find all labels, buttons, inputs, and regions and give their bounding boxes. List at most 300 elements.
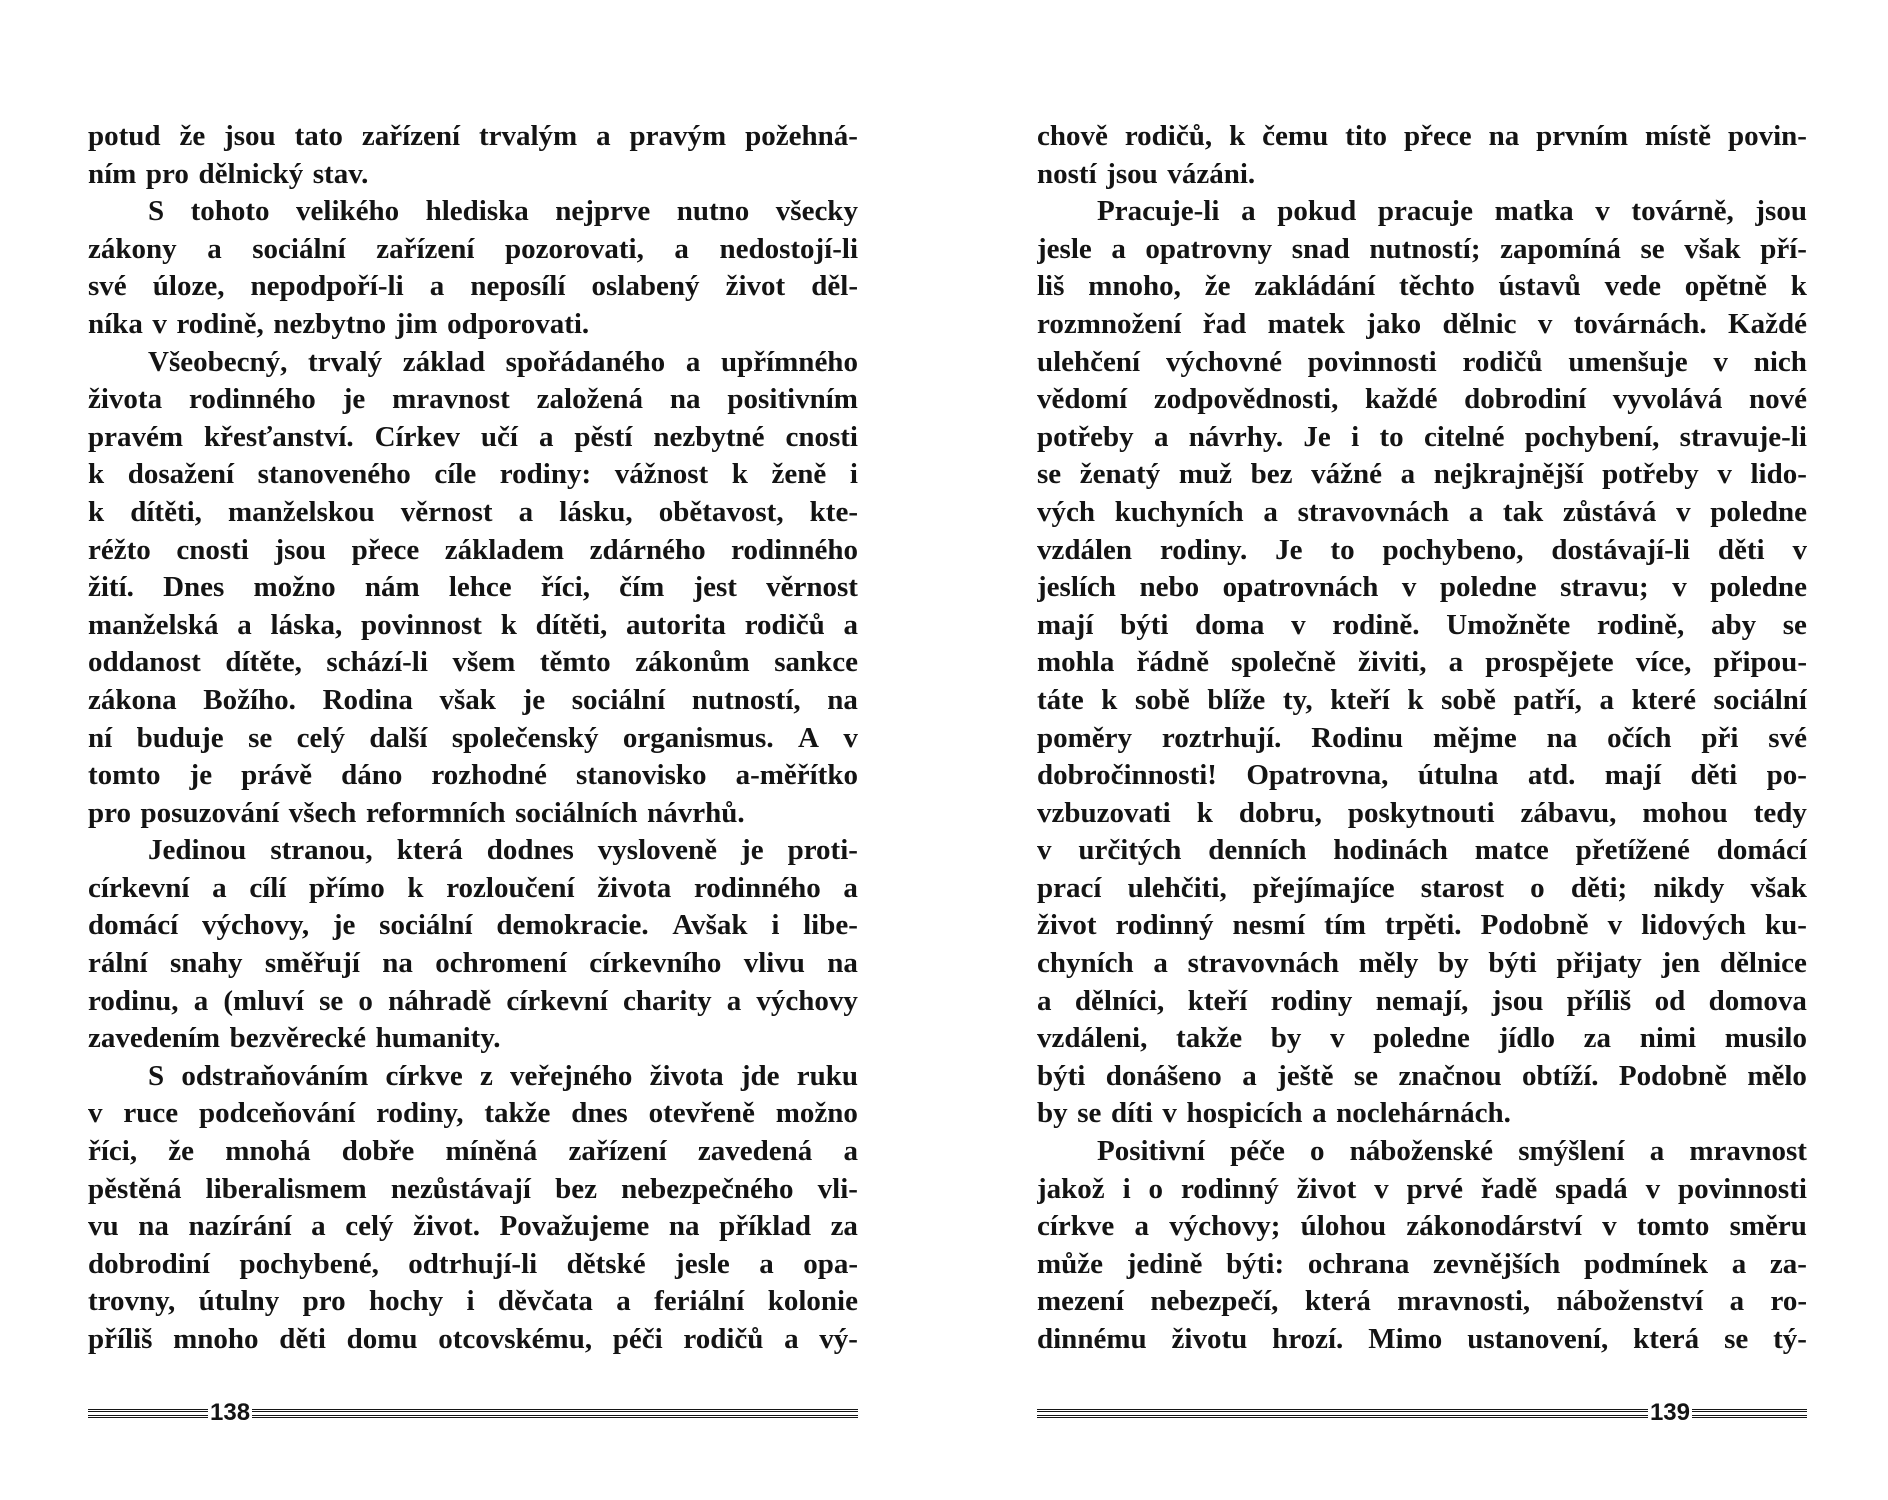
text-line: [1037, 381, 1807, 419]
word: továrnách.: [1573, 307, 1707, 340]
word: na: [1488, 120, 1520, 152]
word: zodpovědnosti,: [1153, 383, 1339, 416]
word: tohoto: [190, 195, 270, 228]
word: nazírání: [188, 1210, 292, 1243]
word: donášeno: [1105, 1059, 1222, 1092]
word: více,: [1635, 646, 1692, 679]
word: pracuje: [1377, 195, 1473, 228]
word: a: [1731, 1247, 1747, 1280]
word: život.: [413, 1210, 480, 1243]
word: poledne: [1373, 1022, 1470, 1055]
word: mají: [1604, 759, 1662, 792]
word: pochybení,: [1524, 420, 1660, 453]
word: by: [1270, 1022, 1302, 1055]
word: kteří: [1330, 683, 1390, 716]
word: atd.: [1527, 759, 1576, 792]
word: přece: [351, 533, 420, 566]
word: cíle: [434, 458, 477, 491]
text-line: [88, 1133, 858, 1171]
word: zapomíná: [1500, 232, 1621, 265]
word: a: [1448, 646, 1464, 679]
word: o: [1310, 1135, 1325, 1168]
word: na: [138, 1210, 169, 1243]
text-line: [1037, 907, 1807, 945]
word: jedině: [1126, 1247, 1203, 1280]
word: sobě: [1441, 683, 1496, 716]
word: takže: [1176, 1022, 1243, 1055]
text-line: [1037, 945, 1807, 983]
word: a: [674, 232, 689, 265]
text-line: [1037, 156, 1807, 194]
word: dělnický: [198, 157, 304, 190]
word: býti: [1037, 1059, 1086, 1092]
word: cílí: [249, 871, 287, 904]
text-line: [1037, 1095, 1807, 1133]
word: své: [88, 270, 127, 303]
word: roztrhují.: [1161, 721, 1282, 754]
word: jeslích: [1037, 571, 1116, 604]
word: věrnost: [766, 571, 858, 604]
word: stravu;: [1560, 571, 1649, 604]
word: demokracie.: [496, 909, 649, 942]
word: a: [1599, 683, 1614, 716]
word: čemu: [1262, 120, 1329, 152]
word: Je: [1275, 533, 1303, 566]
word: v: [843, 721, 858, 754]
word: a: [1037, 984, 1052, 1017]
word: k: [1229, 120, 1246, 152]
word: zákonům: [635, 646, 750, 679]
word: na: [1546, 721, 1578, 754]
word: doma: [1195, 608, 1265, 641]
word: manželská: [88, 608, 219, 641]
text-line: [88, 644, 858, 682]
text-line: [1037, 870, 1807, 908]
word: jde: [740, 1059, 780, 1092]
word: prvé: [1406, 1172, 1463, 1205]
word: cnosti: [785, 420, 858, 453]
word: továrně,: [1631, 195, 1734, 228]
word: nezbytné: [653, 420, 765, 453]
word: mravnost: [1689, 1135, 1807, 1168]
word: říci,: [540, 571, 590, 604]
word: děti;: [1570, 871, 1628, 904]
word: ro-: [1770, 1285, 1807, 1318]
word: církevní: [506, 984, 608, 1017]
word: mějme: [1432, 721, 1517, 754]
word: trvalým: [478, 120, 578, 152]
word: zavedená: [697, 1135, 813, 1168]
word: dostávají-li: [1551, 533, 1690, 566]
word: a: [596, 120, 611, 152]
word: křesťanství.: [203, 420, 354, 453]
word: jako: [1366, 307, 1422, 340]
text-line: [1037, 494, 1807, 532]
word: matce: [1474, 834, 1549, 867]
word: vysloveně: [597, 834, 718, 867]
word: oddanost: [88, 646, 201, 679]
word: dosažení: [127, 458, 235, 491]
word: i: [849, 458, 858, 491]
word: ruce: [123, 1097, 179, 1130]
word: je: [332, 909, 356, 942]
word: a: [1729, 1285, 1745, 1318]
text-line: [1037, 344, 1807, 382]
word: života: [597, 871, 672, 904]
word: rodině,: [176, 307, 264, 340]
word: měly: [1358, 947, 1419, 980]
word: tato: [294, 120, 343, 152]
word: v: [1717, 458, 1732, 491]
text-line: [1037, 644, 1807, 682]
word: nemají,: [1375, 984, 1469, 1017]
word: domu: [346, 1323, 418, 1355]
page-number: 139: [1649, 1399, 1690, 1426]
word: a: [843, 1135, 858, 1168]
word: k: [1790, 270, 1807, 303]
word: vzdáleni,: [1037, 1022, 1148, 1055]
word: zakládání: [1254, 270, 1376, 303]
word: ulehčiti,: [1127, 871, 1227, 904]
word: jsou: [274, 533, 327, 566]
word: jim: [395, 307, 438, 340]
word: v: [1676, 495, 1691, 528]
word: možno: [253, 571, 336, 604]
text-line: [88, 231, 858, 269]
word: liberalismem: [205, 1172, 367, 1205]
text-line: [88, 268, 858, 306]
word: níka: [88, 307, 143, 340]
word: učí: [480, 420, 518, 453]
word: ním: [88, 157, 137, 190]
word: býti: [1488, 947, 1537, 980]
word: života: [649, 1059, 724, 1092]
word: reformních: [365, 796, 506, 829]
word: tím: [1324, 909, 1366, 942]
word: by: [1438, 947, 1469, 980]
text-line: [1037, 532, 1807, 570]
word: kuchyních: [1114, 495, 1244, 528]
word: stav.: [312, 157, 369, 190]
word: v: [1672, 571, 1687, 604]
word: pro: [88, 796, 131, 829]
text-line: [88, 1246, 858, 1284]
word: dítěte,: [225, 646, 302, 679]
word: Mimo: [1368, 1323, 1443, 1355]
word: Považujeme: [499, 1210, 650, 1243]
word: tomto: [1636, 1210, 1710, 1243]
word: v: [1330, 1022, 1345, 1055]
text-line: [88, 720, 858, 758]
word: stanovisko: [575, 759, 707, 792]
word: o: [358, 984, 373, 1017]
word: opa-: [803, 1247, 858, 1280]
word: příliš: [88, 1323, 153, 1355]
word: je: [189, 759, 213, 792]
word: Podobně: [1480, 909, 1589, 942]
word: děvčata: [497, 1285, 593, 1318]
word: k: [1407, 683, 1424, 716]
word: rodičů: [744, 608, 825, 641]
word: jesle: [675, 1247, 730, 1280]
word: bez: [555, 1172, 597, 1205]
word: sociální: [379, 909, 473, 942]
word: velikého: [296, 195, 400, 228]
word: potřeby: [1602, 458, 1699, 491]
word: Umožněte: [1446, 608, 1571, 641]
word: však: [439, 683, 496, 716]
word: jsou: [224, 120, 276, 152]
word: v: [88, 1097, 103, 1130]
word: vážnost: [614, 458, 709, 491]
word: zavedením: [88, 1022, 221, 1055]
word: zákonodárství: [1406, 1210, 1582, 1243]
word: stranou,: [270, 834, 373, 867]
word: i: [771, 909, 780, 942]
word: pří-: [1760, 232, 1807, 265]
word: jsou: [1106, 157, 1158, 190]
word: sociální: [571, 683, 666, 716]
word: ustanovení,: [1467, 1323, 1609, 1355]
text-line: [1037, 306, 1807, 344]
word: lásku,: [559, 495, 633, 528]
text-line: [1037, 682, 1807, 720]
word: pěstí: [574, 420, 633, 453]
word: přece: [1403, 120, 1472, 152]
word: a: [1111, 232, 1126, 265]
word: takže: [484, 1097, 551, 1130]
word: tý-: [1773, 1323, 1807, 1355]
word: řadě: [1480, 1172, 1538, 1205]
word: Božího.: [203, 683, 296, 716]
word: sobě: [1134, 683, 1190, 716]
footer-rule-left: [88, 1409, 208, 1418]
word: poskytnouti: [1347, 796, 1495, 829]
page-right-footer: [1037, 1398, 1807, 1428]
word: se: [248, 721, 273, 754]
word: to: [1330, 533, 1355, 566]
word: pochybeno,: [1382, 533, 1524, 566]
word: prací: [1037, 871, 1102, 904]
word: rodinného: [189, 383, 316, 416]
text-line: [88, 118, 858, 156]
word: nejkrajnější: [1433, 458, 1584, 491]
word: k: [88, 458, 105, 491]
word: k: [1196, 796, 1213, 829]
word: mravnost: [392, 383, 510, 416]
word: požehná-: [745, 120, 858, 152]
word: řádně: [1136, 646, 1209, 679]
word: denních: [1208, 834, 1307, 867]
word: obtíží.: [1521, 1059, 1599, 1092]
text-line: [88, 907, 858, 945]
word: společenský: [451, 721, 599, 754]
word: jesle: [1037, 232, 1092, 265]
word: v: [1607, 909, 1623, 942]
word: kte-: [809, 495, 858, 528]
word: další: [369, 721, 428, 754]
word: směru: [1729, 1210, 1807, 1243]
word: výchovy: [756, 984, 858, 1017]
word: trovny,: [88, 1285, 176, 1318]
word: rozmnožení: [1037, 307, 1182, 340]
word: zdárného: [589, 533, 706, 566]
word: jest: [693, 571, 737, 604]
word: a: [1468, 495, 1484, 528]
word: život: [725, 270, 786, 303]
word: hrozí.: [1272, 1323, 1344, 1355]
text-line: [1037, 569, 1807, 607]
word: návrhů.: [647, 796, 745, 829]
word: nutností;: [1369, 232, 1481, 265]
word: táte: [1037, 683, 1084, 716]
word: a: [726, 984, 742, 1017]
text-line: [88, 156, 858, 194]
text-line: [1037, 757, 1807, 795]
word: matek: [1267, 307, 1345, 340]
word: v: [1645, 1172, 1661, 1205]
text-line: [88, 381, 858, 419]
word: děti: [279, 1323, 326, 1355]
word: se: [1782, 608, 1807, 641]
word: S: [148, 195, 165, 228]
word: stravuje-li: [1679, 420, 1807, 453]
word: by: [1037, 1097, 1068, 1130]
word: (mluví: [223, 984, 304, 1017]
word: a: [237, 608, 252, 641]
text-line: [88, 306, 858, 344]
word: že: [179, 120, 206, 152]
word: sociální: [252, 232, 346, 265]
word: rodinný: [1115, 909, 1214, 942]
word: a: [1242, 1059, 1257, 1092]
word: dinnému: [1037, 1323, 1147, 1355]
text-line: [88, 983, 858, 1021]
word: rodiny: [1270, 984, 1353, 1017]
word: cnosti: [176, 533, 249, 566]
word: a: [518, 495, 534, 528]
word: náboženské: [1349, 1135, 1494, 1168]
word: pěstěná: [88, 1172, 182, 1205]
word: prvním: [1536, 120, 1628, 152]
word: rodičů: [1462, 345, 1543, 378]
text-line: [88, 1095, 858, 1133]
word: vý-: [819, 1323, 858, 1355]
word: a: [429, 270, 445, 303]
word: pro: [145, 157, 189, 190]
word: v: [1162, 1097, 1177, 1130]
word: schází-li: [326, 646, 428, 679]
word: výchovy,: [201, 909, 310, 942]
word: z: [479, 1059, 493, 1092]
word: v: [1537, 307, 1553, 340]
word: trvalý: [308, 345, 383, 378]
word: všech: [288, 796, 357, 829]
word: humanity.: [375, 1022, 501, 1055]
word: nejprve: [555, 195, 651, 228]
word: a: [1153, 947, 1168, 980]
word: Positivní: [1097, 1135, 1205, 1168]
word: rální: [88, 947, 148, 980]
word: dobrodiní: [1464, 383, 1587, 416]
word: opatrovny: [1145, 232, 1273, 265]
word: Každé: [1728, 307, 1807, 340]
word: bezvěrecké: [229, 1022, 366, 1055]
word: mělo: [1747, 1059, 1807, 1092]
word: dobrodiní: [88, 1247, 210, 1280]
text-line: [1037, 1058, 1807, 1096]
word: nesmí: [1232, 909, 1306, 942]
word: odporovati.: [447, 307, 590, 340]
text-line: [88, 832, 858, 870]
text-line: [88, 1058, 858, 1096]
word: charity: [623, 984, 712, 1017]
text-line: [1037, 1321, 1807, 1359]
word: musilo: [1724, 1022, 1807, 1055]
word: společně: [1231, 646, 1336, 679]
word: směřují: [264, 947, 360, 980]
word: a: [616, 1285, 631, 1318]
word: návrhy.: [1188, 420, 1284, 453]
word: hlediska: [425, 195, 529, 228]
word: potud: [88, 120, 161, 152]
word: poledne: [1439, 571, 1537, 604]
word: pochybené,: [239, 1247, 379, 1280]
word: žití.: [88, 571, 134, 604]
word: je: [342, 383, 366, 416]
word: neposílí: [470, 270, 566, 303]
text-line: [88, 607, 858, 645]
word: mnohá: [225, 1135, 311, 1168]
word: opětně: [1684, 270, 1767, 303]
word: rodinu,: [88, 984, 179, 1017]
text-line: [88, 456, 858, 494]
word: to: [1379, 420, 1404, 453]
word: zařízení: [376, 232, 475, 265]
word: ústavů: [1498, 270, 1581, 303]
word: zákony: [88, 232, 177, 265]
text-line: [1037, 1020, 1807, 1058]
word: a: [1649, 1135, 1665, 1168]
word: ní: [88, 721, 113, 754]
text-line: [1037, 1208, 1807, 1246]
word: a: [685, 345, 701, 378]
word: rozhodné: [431, 759, 547, 792]
word: však: [1684, 232, 1741, 265]
page-left-text: [88, 118, 858, 1359]
word: obětavost,: [658, 495, 784, 528]
word: ku-: [1765, 909, 1807, 942]
word: úloze,: [152, 270, 225, 303]
word: ženatý: [1079, 458, 1161, 491]
word: Všeobecný,: [148, 345, 288, 378]
word: otcovskému,: [438, 1323, 593, 1355]
word: libe-: [803, 909, 858, 942]
word: se: [1353, 1059, 1379, 1092]
word: a: [1263, 495, 1278, 528]
word: základem: [444, 533, 565, 566]
word: nikdy: [1653, 871, 1725, 904]
word: i: [466, 1285, 475, 1318]
word: matka: [1494, 195, 1574, 228]
word: církevního: [589, 947, 722, 980]
text-line: [1037, 720, 1807, 758]
word: příliš: [1566, 984, 1632, 1017]
word: positivním: [727, 383, 858, 416]
word: rozloučení: [446, 871, 575, 904]
word: těmto: [539, 646, 611, 679]
word: S: [148, 1059, 165, 1092]
